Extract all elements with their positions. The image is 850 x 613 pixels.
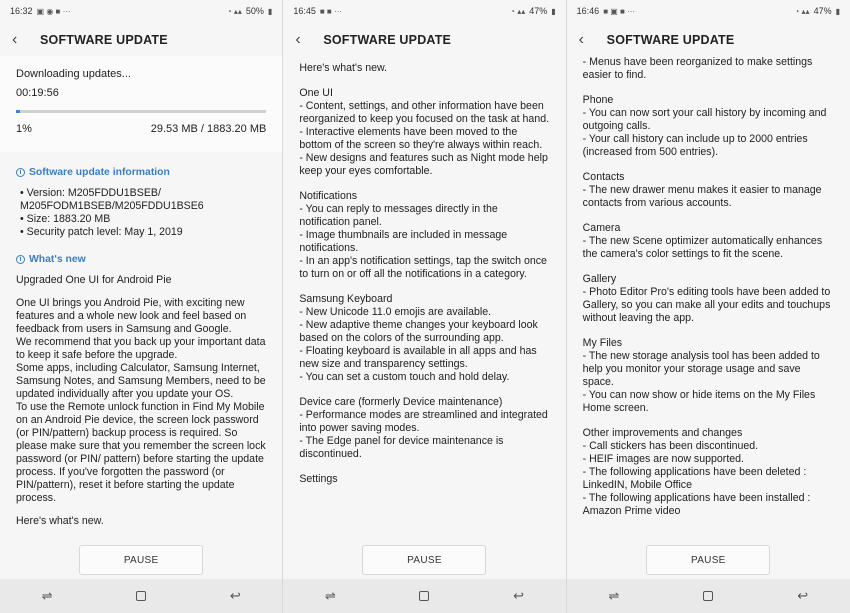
download-percent: 1%: [16, 123, 32, 135]
status-time: 16:45: [293, 6, 316, 16]
pause-wrap: [567, 545, 850, 575]
status-time: 16:46: [576, 6, 600, 16]
text-block: Here's what's new.: [299, 62, 387, 74]
status-bar: [283, 0, 565, 22]
nav-back-icon[interactable]: ↩: [513, 588, 525, 603]
status-time: 16:32: [10, 6, 33, 16]
info-heading-label: Software update information: [29, 167, 170, 178]
info-version: • Version: M205FDDU1BSEB/ M205FODM1BSEB/M205FDDU1BSE6: [20, 187, 204, 212]
battery-icon: ▮: [835, 6, 840, 16]
recent-apps-icon[interactable]: ⇌: [41, 588, 53, 603]
signal-icon: ◔ ▴▴: [510, 6, 526, 16]
whats-new-trailing: Here's what's new.: [16, 515, 104, 527]
back-arrow-icon[interactable]: ‹: [295, 31, 301, 48]
status-bar: [0, 0, 282, 22]
app-header: [283, 28, 565, 52]
info-icon: i: [16, 255, 25, 264]
recent-apps-icon[interactable]: ⇌: [608, 588, 620, 603]
home-icon[interactable]: [693, 589, 723, 604]
text-block: Contacts - The new drawer menu makes it easier to manage contacts from various accounts.: [582, 171, 822, 209]
whats-new-body: One UI brings you Android Pie, with exciting new features and a whole new look and feel based on feedback from users in Samsung and Google. We recommend that you back up your important data to keep it safe before the upgrade. Some apps, including Calculator, Samsung Internet, Samsung Notes, and Samsung Members, need to be updated individually after you update your OS. To use the Remote unlock function in Find My Mobile on an Android Pie device, the screen lock password (or PIN/pattern) backup process is required. So please make sure that you remember the screen lock password (or PIN/ pattern) before starting the update process. If you've forgotten the password (or PIN/pattern), reset it before starting the update process.: [16, 297, 266, 504]
screen-3: [567, 0, 850, 613]
info-icon: i: [16, 168, 25, 177]
notification-icons: ■ ■ ···: [319, 6, 342, 16]
download-elapsed: 00:19:56: [16, 87, 59, 99]
info-patch: • Security patch level: May 1, 2019: [20, 226, 183, 238]
upgrade-title: Upgraded One UI for Android Pie: [16, 274, 172, 286]
text-block: Other improvements and changes - Call stickers has been discontinued. - HEIF images are now supported. - The following applications have been deleted : LinkedIN, Mobile Office - The following applications have been installed : Amazon Prime video: [582, 427, 811, 517]
battery-level: 50%: [245, 6, 264, 16]
download-status: Downloading updates...: [16, 68, 131, 80]
content[interactable]: [283, 56, 565, 537]
text-block: Samsung Keyboard - New Unicode 11.0 emojis are available. - New adaptive theme changes your keyboard look based on the colors of the surrounding app. - Floating keyboard is available in all apps and has new size and transparency settings. - You can set a custom touch and hold delay.: [299, 293, 538, 383]
back-arrow-icon[interactable]: ‹: [12, 31, 18, 48]
download-progress-bar: [16, 110, 266, 113]
home-icon[interactable]: [409, 589, 439, 604]
home-icon[interactable]: [126, 589, 156, 604]
page-title: SOFTWARE UPDATE: [606, 33, 735, 47]
nav-back-icon[interactable]: ↩: [229, 588, 241, 603]
status-bar: [567, 0, 850, 22]
notification-icons: ■ ▣ ■ ···: [603, 6, 636, 16]
battery-level: 47%: [529, 6, 548, 16]
pause-wrap: [283, 545, 565, 575]
app-header: [0, 28, 282, 52]
pause-wrap: [0, 545, 282, 575]
page-title: SOFTWARE UPDATE: [323, 33, 452, 47]
download-size: 29.53 MB / 1883.20 MB: [150, 123, 267, 135]
text-block: Settings: [299, 473, 338, 485]
signal-icon: ◔ ▴▴: [794, 6, 810, 16]
screen-1: [0, 0, 283, 613]
app-header: [567, 28, 850, 52]
notification-icons: ▣ ◉ ■ ···: [36, 6, 71, 16]
nav-bar: [567, 579, 850, 613]
info-heading: [16, 166, 266, 179]
nav-bar: [0, 579, 282, 613]
nav-back-icon[interactable]: ↩: [797, 588, 809, 603]
content[interactable]: [567, 56, 850, 537]
content[interactable]: [0, 56, 282, 537]
text-block: Gallery - Photo Editor Pro's editing tools have been added to Gallery, so you can make all your edits and touchups without leaving the app.: [582, 273, 831, 324]
pause-button[interactable]: PAUSE: [646, 545, 770, 575]
whats-new-heading: [16, 253, 266, 266]
nav-bar: [283, 579, 565, 613]
pause-button[interactable]: PAUSE: [79, 545, 203, 575]
screen-2: [283, 0, 566, 613]
download-progress-fill: [16, 110, 20, 113]
back-arrow-icon[interactable]: ‹: [578, 31, 584, 48]
pause-button[interactable]: PAUSE: [362, 545, 486, 575]
battery-icon: ▮: [551, 6, 556, 16]
text-block: Camera - The new Scene optimizer automatically enhances the camera's color settings to fit the scene.: [582, 222, 823, 260]
text-block: Phone - You can now sort your call history by incoming and outgoing calls. - Your call history can include up to 2000 entries (increased from 500 entries).: [582, 94, 827, 158]
recent-apps-icon[interactable]: ⇌: [324, 588, 336, 603]
signal-icon: ◔ ▴▴: [226, 6, 242, 16]
battery-icon: ▮: [267, 6, 273, 16]
text-block: Device care (formerly Device maintenance) - Performance modes are streamlined and integrated into power saving modes. - The Edge panel for device maintenance is discontinued.: [299, 396, 548, 460]
text-block: Notifications - You can reply to messages directly in the notification panel. - Image thumbnails are included in message notifications. - In an app's notification settings, tap the switch once to turn on or off all the notifications in a category.: [299, 190, 547, 280]
whats-new-heading-label: What's new: [29, 254, 86, 265]
text-block: One UI - Content, settings, and other information have been reorganized to keep you focused on the task at hand. - Interactive elements have been moved to the bottom of the screen so they're always within reach. - New designs and features such as Night mode help keep your eyes comfortable.: [299, 87, 550, 177]
page-title: SOFTWARE UPDATE: [40, 33, 168, 47]
progress-row: [16, 123, 266, 140]
info-size: • Size: 1883.20 MB: [20, 213, 111, 225]
text-block: - Menus have been reorganized to make settings easier to find.: [582, 56, 813, 81]
battery-level: 47%: [813, 6, 832, 16]
download-card: [0, 56, 282, 152]
text-block: My Files - The new storage analysis tool has been added to help you monitor your storage usage and save space. - You can now show or hide items on the My Files Home screen.: [582, 337, 820, 414]
